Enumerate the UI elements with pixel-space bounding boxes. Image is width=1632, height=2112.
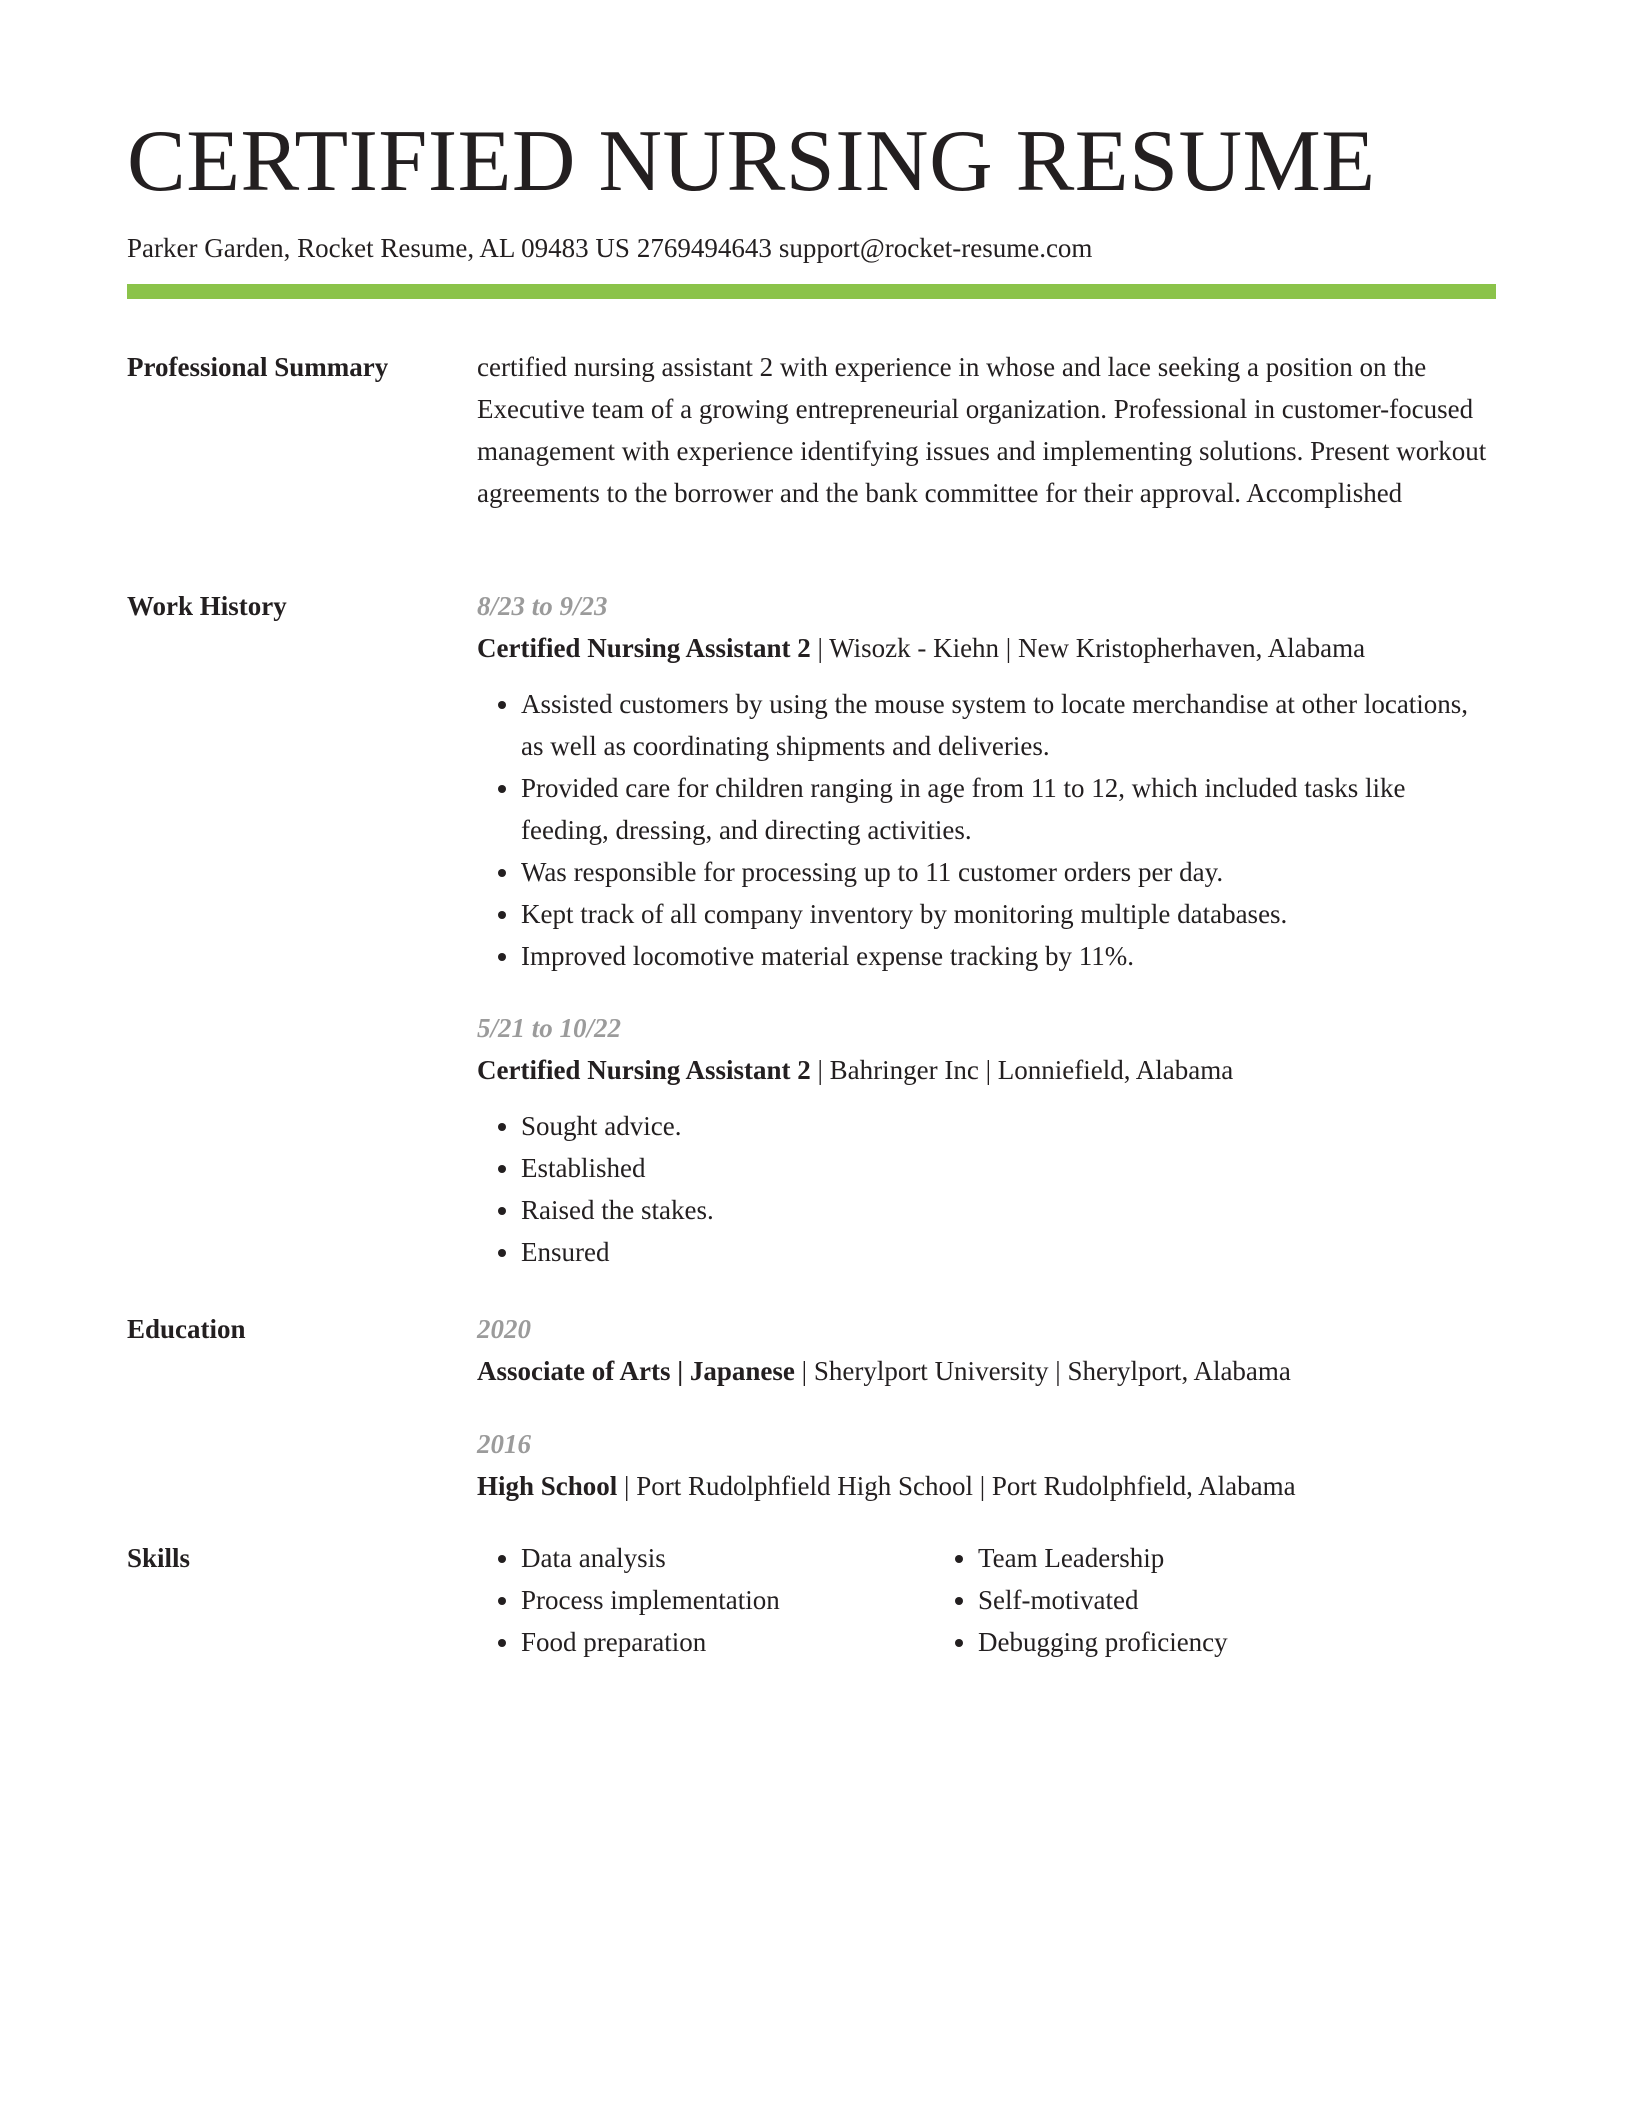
section-label-summary: Professional Summary [127,352,389,382]
job-bullet: • Improved locomotive material expense tracking by 11%. [521,935,1496,977]
skill-item: • Team Leadership [978,1537,1434,1579]
section-label-skills: Skills [127,1543,191,1573]
skill-item: • Food preparation [521,1621,934,1663]
job-title: Certified Nursing Assistant 2 [477,633,811,663]
job-bullet: • Provided care for children ranging in age from 11 to 12, which included tasks like feeding, dressing, and directing activities. [521,767,1496,851]
skill-item: • Debugging proficiency [978,1621,1434,1663]
job-bullet-list [477,683,1496,977]
skills-columns [477,1537,1496,1663]
resume-title: CERTIFIED NURSING RESUME [127,113,1376,210]
contact-address: Parker Garden, Rocket Resume, AL 09483 US [127,233,630,263]
skills-list-right [934,1537,1434,1663]
job-title: Certified Nursing Assistant 2 [477,1055,811,1085]
job-entry [477,1007,1496,1273]
contact-email: support@rocket-resume.com [778,233,1093,263]
contact-phone: 2769494643 [636,233,772,263]
job-dates: 5/21 to 10/22 [477,1013,622,1043]
job-dates: 8/23 to 9/23 [477,591,608,621]
skills-section [477,1537,1496,1663]
education-entry [477,1308,1496,1392]
job-bullet: • Kept track of all company inventory by monitoring multiple databases. [521,893,1496,935]
skills-list-left [477,1537,934,1663]
skill-item: • Data analysis [521,1537,934,1579]
job-bullet: • Was responsible for processing up to 11 customer orders per day. [521,851,1496,893]
header-divider [127,284,1496,299]
education-degree: Associate of Arts | Japanese [477,1356,795,1386]
education-year: 2020 [477,1314,531,1344]
education-heading [477,1465,1496,1507]
job-bullet: • Established [521,1147,1496,1189]
contact-line [127,232,1092,264]
job-bullet: • Sought advice. [521,1105,1496,1147]
summary-text: certified nursing assistant 2 with experience in whose and lace seeking a position on the Executive team of a growing entrepreneurial organization. Professional in customer-focused management with experience identifying issues and implementing solutions. Present workout agreements to the borrower and the bank committee for their approval. Accomplished [477,352,1487,508]
summary-section [477,346,1496,514]
education-heading [477,1350,1496,1392]
job-bullet-list [477,1105,1496,1273]
job-heading [477,627,1496,669]
education-details: | Sherylport University | Sherylport, Alabama [794,1356,1291,1386]
section-label-education: Education [127,1314,246,1344]
education-entry [477,1423,1496,1507]
job-details: | Wisozk - Kiehn | New Kristopherhaven, Alabama [810,633,1366,663]
section-label-work-history: Work History [127,591,287,621]
skill-item: • Self-motivated [978,1579,1434,1621]
education-degree: High School [477,1471,618,1501]
job-bullet: • Ensured [521,1231,1496,1273]
job-entry [477,585,1496,977]
job-details: | Bahringer Inc | Lonniefield, Alabama [810,1055,1234,1085]
education-year: 2016 [477,1429,531,1459]
job-bullet: • Raised the stakes. [521,1189,1496,1231]
education-details: | Port Rudolphfield High School | Port Rudolphfield, Alabama [617,1471,1296,1501]
job-bullet: • Assisted customers by using the mouse system to locate merchandise at other locations, as well as coordinating shipments and deliveries. [521,683,1496,767]
job-heading [477,1049,1496,1091]
skill-item: • Process implementation [521,1579,934,1621]
